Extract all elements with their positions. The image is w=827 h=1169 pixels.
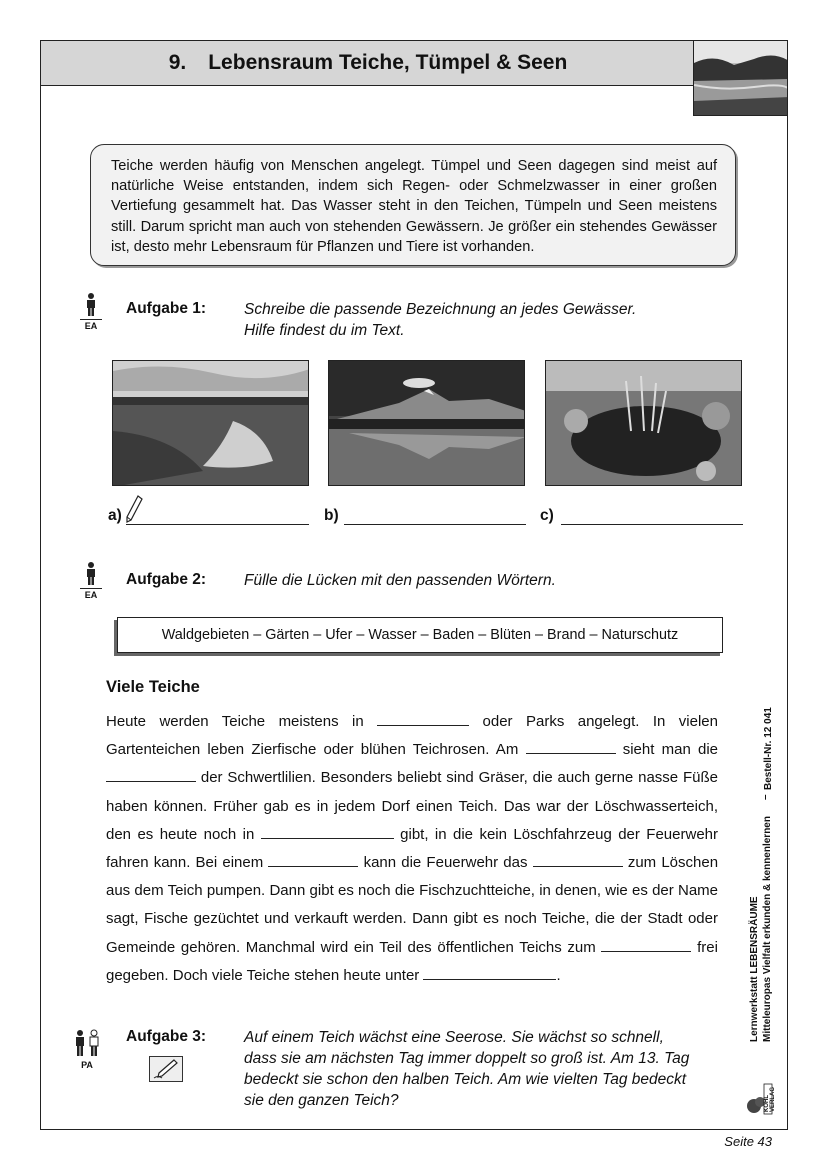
task1-badge-label: EA xyxy=(80,319,102,331)
task2-instruction: Fülle die Lücken mit den passenden Wörtern. xyxy=(244,572,556,589)
answer-b-label: b) xyxy=(324,507,339,524)
task3-label: Aufgabe 3: xyxy=(126,1028,207,1045)
gap-1[interactable] xyxy=(377,712,469,726)
word-bank-text: Waldgebieten – Gärten – Ufer – Wasser – Baden – Blüten – Brand – Naturschutz xyxy=(161,627,679,643)
task1-badge xyxy=(80,292,102,331)
passage-title: Viele Teiche xyxy=(106,678,200,696)
photo-lake-b xyxy=(328,360,525,486)
gap-2[interactable] xyxy=(526,740,616,754)
gap-3[interactable] xyxy=(106,768,196,782)
passage-segment: oder Parks angelegt. In vielen Gartenteichen leben Zierfische oder blühen Teichrosen. Am xyxy=(106,713,718,759)
task2-label: Aufgabe 2: xyxy=(126,571,207,588)
pen-writing-icon xyxy=(149,1056,183,1082)
task3-line2: dass sie am nächsten Tag immer doppelt so groß ist. Am 13. Tag xyxy=(244,1050,690,1067)
passage-segment: gibt, in die kein Löschfahrzeug der Feuerwehr fahren kann. Bei einem xyxy=(106,825,718,872)
task3-badge-label: PA xyxy=(81,1060,93,1070)
task2-badge-label: EA xyxy=(80,588,102,600)
task1-line1: Schreibe die passende Bezeichnung an jedes Gewässer. xyxy=(244,301,637,318)
header-lake-photo xyxy=(693,40,788,116)
task3-line4: sie den ganzen Teich? xyxy=(244,1092,399,1109)
passage-segment: frei gegeben. Doch viele Teiche stehen heute unter xyxy=(106,938,718,984)
task3-line3: bedeckt sie schon den halben Teich. Am wie vielten Tag bedeckt xyxy=(244,1071,687,1088)
sidebar-series xyxy=(748,792,788,1042)
passage-segment: kann die Feuerwehr das xyxy=(363,854,528,872)
answer-a-field[interactable] xyxy=(126,524,309,525)
sidebar-separator: – xyxy=(760,794,771,800)
answer-c-label: c) xyxy=(540,507,554,524)
gap-7[interactable] xyxy=(601,938,691,952)
task1-label: Aufgabe 1: xyxy=(126,300,207,317)
passage-segment: . xyxy=(556,966,561,984)
page-title-bar xyxy=(40,40,695,86)
pair-icon xyxy=(73,1028,101,1058)
task3-line1: Auf einem Teich wächst eine Seerose. Sie wächst so schnell, xyxy=(244,1029,664,1046)
publisher-name: KOHL VERLAG xyxy=(764,1086,776,1112)
word-bank xyxy=(117,617,723,653)
task3-badge xyxy=(72,1028,102,1070)
sidebar-order-number: Bestell-Nr. 12 041 xyxy=(763,707,774,790)
person-icon xyxy=(84,292,98,316)
intro-text-box xyxy=(90,144,736,266)
sidebar-subtitle: Mitteleuropas Vielfalt erkunden & kennenlernen xyxy=(762,816,773,1042)
page-number: Seite 43 xyxy=(724,1134,772,1149)
page-title: Lebensraum Teiche, Tümpel & Seen xyxy=(208,51,568,74)
passage-text xyxy=(106,708,718,990)
gap-4[interactable] xyxy=(261,825,394,839)
pencil-icon xyxy=(124,494,144,524)
sidebar-series-title: Lernwerkstatt LEBENSRÄUME xyxy=(749,896,760,1042)
passage-segment: zum Löschen aus dem Teich pumpen. Dann gibt es noch die Fischzuchtteiche, in denen, wie es der Name sagt, Fische gezüchtet und verkauft werden. Dann gibt es noch Teiche, die der Stadt oder Gemeinde gehören. Manchmal wird ein Teil des öffentlichen Teichs zum xyxy=(106,854,719,956)
passage-segment: der Schwertlilien. Besonders beliebt sind Gräser, die auch gerne nasse Füße haben können. Früher gab es in jedem Dorf einen Teich. Das war der Löschwasserteich, den es heute noch in xyxy=(106,769,718,843)
answer-c-field[interactable] xyxy=(561,524,743,525)
passage-segment: sieht man die xyxy=(622,741,718,759)
task1-line2: Hilfe findest du im Text. xyxy=(244,322,405,339)
passage-segment: Heute werden Teiche meistens in xyxy=(106,713,364,730)
photo-garden-pond-c xyxy=(545,360,742,486)
photo-pond-a xyxy=(112,360,309,486)
chapter-number: 9. xyxy=(168,51,187,74)
gap-5[interactable] xyxy=(268,853,358,867)
answer-a-label: a) xyxy=(108,507,122,524)
gap-8[interactable] xyxy=(423,966,556,980)
gap-6[interactable] xyxy=(533,853,623,867)
publisher-logo-icon xyxy=(744,1082,778,1118)
intro-text: Teiche werden häufig von Menschen angelegt. Tümpel und Seen dagegen sind meist auf natürliche Weise entstanden, indem sich Regen- oder Schmelzwasser in einer großen Vertiefung gesammelt hat. Das Wasser steht in den Teichen, Tümpeln und Seen meistens still. Darum spricht man auch von stehenden Gewässern. Je größer ein stehendes Gewässer ist, desto mehr Lebensraum für Pflanzen und Tiere ist vorhanden. xyxy=(111,158,717,255)
person-icon xyxy=(84,561,98,585)
task1-instruction xyxy=(244,299,636,341)
task2-badge xyxy=(80,561,102,600)
answer-b-field[interactable] xyxy=(344,524,526,525)
task3-instruction xyxy=(244,1027,689,1111)
